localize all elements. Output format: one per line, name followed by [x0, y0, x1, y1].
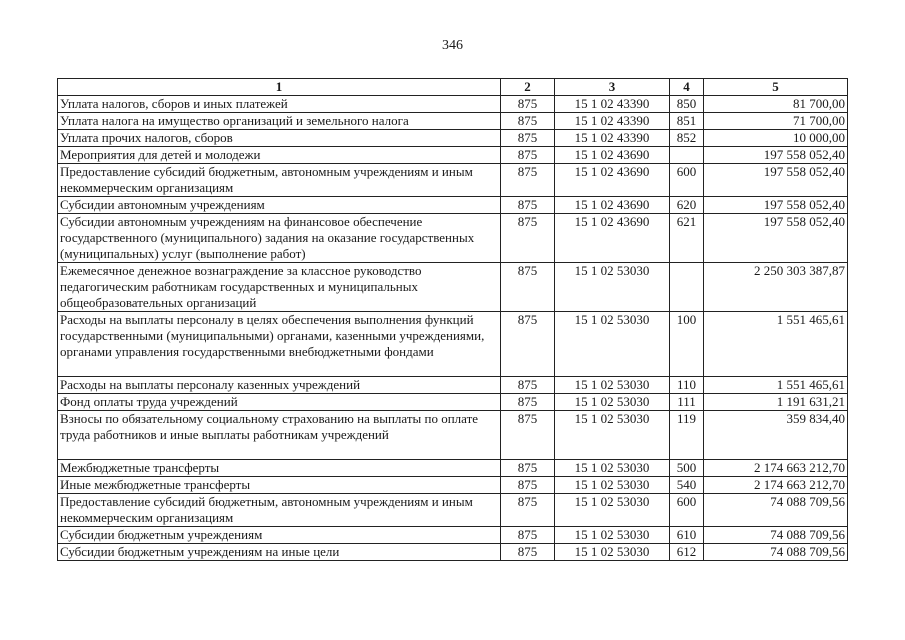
row-admin-code: 875	[501, 394, 555, 411]
row-amount: 197 558 052,40	[704, 147, 848, 164]
row-name: Взносы по обязательному социальному страхованию на выплаты по оплате труда работников и иные выплаты работникам учреждений	[58, 411, 501, 460]
column-header-expense-type: 4	[670, 79, 704, 96]
table-row	[58, 113, 848, 130]
row-target-article: 15 1 02 53030	[555, 312, 670, 377]
row-target-article: 15 1 02 53030	[555, 377, 670, 394]
table-row	[58, 544, 848, 561]
row-admin-code: 875	[501, 312, 555, 377]
table-row	[58, 377, 848, 394]
row-expense-type	[670, 147, 704, 164]
row-admin-code: 875	[501, 460, 555, 477]
row-expense-type: 610	[670, 527, 704, 544]
row-amount: 10 000,00	[704, 130, 848, 147]
table-row	[58, 527, 848, 544]
table-row	[58, 130, 848, 147]
row-target-article: 15 1 02 43690	[555, 197, 670, 214]
row-name: Уплата прочих налогов, сборов	[58, 130, 501, 147]
row-amount: 359 834,40	[704, 411, 848, 460]
row-expense-type: 500	[670, 460, 704, 477]
row-name: Субсидии бюджетным учреждениям	[58, 527, 501, 544]
page-number: 346	[442, 38, 463, 53]
row-expense-type: 851	[670, 113, 704, 130]
row-admin-code: 875	[501, 263, 555, 312]
table-row	[58, 477, 848, 494]
row-name: Мероприятия для детей и молодежи	[58, 147, 501, 164]
row-expense-type: 111	[670, 394, 704, 411]
table-row	[58, 394, 848, 411]
row-amount: 197 558 052,40	[704, 164, 848, 197]
row-admin-code: 875	[501, 113, 555, 130]
row-target-article: 15 1 02 53030	[555, 527, 670, 544]
row-admin-code: 875	[501, 544, 555, 561]
row-target-article: 15 1 02 53030	[555, 477, 670, 494]
table-row	[58, 411, 848, 460]
table-row	[58, 263, 848, 312]
row-target-article: 15 1 02 43690	[555, 214, 670, 263]
row-target-article: 15 1 02 53030	[555, 544, 670, 561]
row-name: Предоставление субсидий бюджетным, автономным учреждениям и иным некоммерческим организациям	[58, 494, 501, 527]
row-target-article: 15 1 02 43690	[555, 147, 670, 164]
table-row	[58, 96, 848, 113]
table-row	[58, 197, 848, 214]
row-expense-type: 620	[670, 197, 704, 214]
row-name: Расходы на выплаты персоналу казенных учреждений	[58, 377, 501, 394]
row-expense-type: 850	[670, 96, 704, 113]
table-row	[58, 147, 848, 164]
column-header-amount: 5	[704, 79, 848, 96]
row-amount: 1 551 465,61	[704, 377, 848, 394]
row-admin-code: 875	[501, 214, 555, 263]
row-target-article: 15 1 02 53030	[555, 494, 670, 527]
row-admin-code: 875	[501, 411, 555, 460]
row-expense-type	[670, 263, 704, 312]
row-amount: 74 088 709,56	[704, 527, 848, 544]
row-expense-type: 621	[670, 214, 704, 263]
row-amount: 1 551 465,61	[704, 312, 848, 377]
row-amount: 197 558 052,40	[704, 214, 848, 263]
table-header-row	[58, 79, 848, 96]
row-expense-type: 119	[670, 411, 704, 460]
row-amount: 74 088 709,56	[704, 544, 848, 561]
column-header-target-article: 3	[555, 79, 670, 96]
row-name: Субсидии автономным учреждениям на финансовое обеспечение государственного (муниципального) задания на оказание государственных (муниципальных) услуг (выполнение работ)	[58, 214, 501, 263]
row-name: Расходы на выплаты персоналу в целях обеспечения выполнения функций государственными (муниципальными) органами, казенными учреждениями, органами управления государственными внебюджетными фондами	[58, 312, 501, 377]
row-name: Уплата налога на имущество организаций и земельного налога	[58, 113, 501, 130]
table-row	[58, 460, 848, 477]
budget-table	[57, 78, 848, 561]
row-target-article: 15 1 02 43690	[555, 164, 670, 197]
row-name: Межбюджетные трансферты	[58, 460, 501, 477]
row-target-article: 15 1 02 53030	[555, 460, 670, 477]
row-admin-code: 875	[501, 130, 555, 147]
row-amount: 2 250 303 387,87	[704, 263, 848, 312]
row-name: Предоставление субсидий бюджетным, автономным учреждениям и иным некоммерческим организациям	[58, 164, 501, 197]
row-name: Субсидии автономным учреждениям	[58, 197, 501, 214]
column-header-name: 1	[58, 79, 501, 96]
row-admin-code: 875	[501, 527, 555, 544]
row-name: Субсидии бюджетным учреждениям на иные цели	[58, 544, 501, 561]
row-amount: 2 174 663 212,70	[704, 460, 848, 477]
row-amount: 1 191 631,21	[704, 394, 848, 411]
row-target-article: 15 1 02 43390	[555, 130, 670, 147]
row-name: Иные межбюджетные трансферты	[58, 477, 501, 494]
table-row	[58, 312, 848, 377]
row-target-article: 15 1 02 43390	[555, 96, 670, 113]
row-name: Ежемесячное денежное вознаграждение за классное руководство педагогическим работникам государственных и муниципальных общеобразовательных организаций	[58, 263, 501, 312]
row-expense-type: 110	[670, 377, 704, 394]
row-admin-code: 875	[501, 377, 555, 394]
row-expense-type: 612	[670, 544, 704, 561]
row-name: Уплата налогов, сборов и иных платежей	[58, 96, 501, 113]
row-amount: 197 558 052,40	[704, 197, 848, 214]
column-header-admin-code: 2	[501, 79, 555, 96]
row-target-article: 15 1 02 53030	[555, 394, 670, 411]
row-expense-type: 540	[670, 477, 704, 494]
row-amount: 74 088 709,56	[704, 494, 848, 527]
row-amount: 2 174 663 212,70	[704, 477, 848, 494]
row-amount: 71 700,00	[704, 113, 848, 130]
table-row	[58, 214, 848, 263]
table-row	[58, 164, 848, 197]
row-admin-code: 875	[501, 96, 555, 113]
row-expense-type: 600	[670, 494, 704, 527]
row-expense-type: 600	[670, 164, 704, 197]
row-admin-code: 875	[501, 494, 555, 527]
row-amount: 81 700,00	[704, 96, 848, 113]
row-admin-code: 875	[501, 197, 555, 214]
row-expense-type: 852	[670, 130, 704, 147]
row-admin-code: 875	[501, 147, 555, 164]
row-target-article: 15 1 02 53030	[555, 263, 670, 312]
row-admin-code: 875	[501, 164, 555, 197]
row-target-article: 15 1 02 43390	[555, 113, 670, 130]
table-row	[58, 494, 848, 527]
row-name: Фонд оплаты труда учреждений	[58, 394, 501, 411]
row-target-article: 15 1 02 53030	[555, 411, 670, 460]
row-admin-code: 875	[501, 477, 555, 494]
row-expense-type: 100	[670, 312, 704, 377]
